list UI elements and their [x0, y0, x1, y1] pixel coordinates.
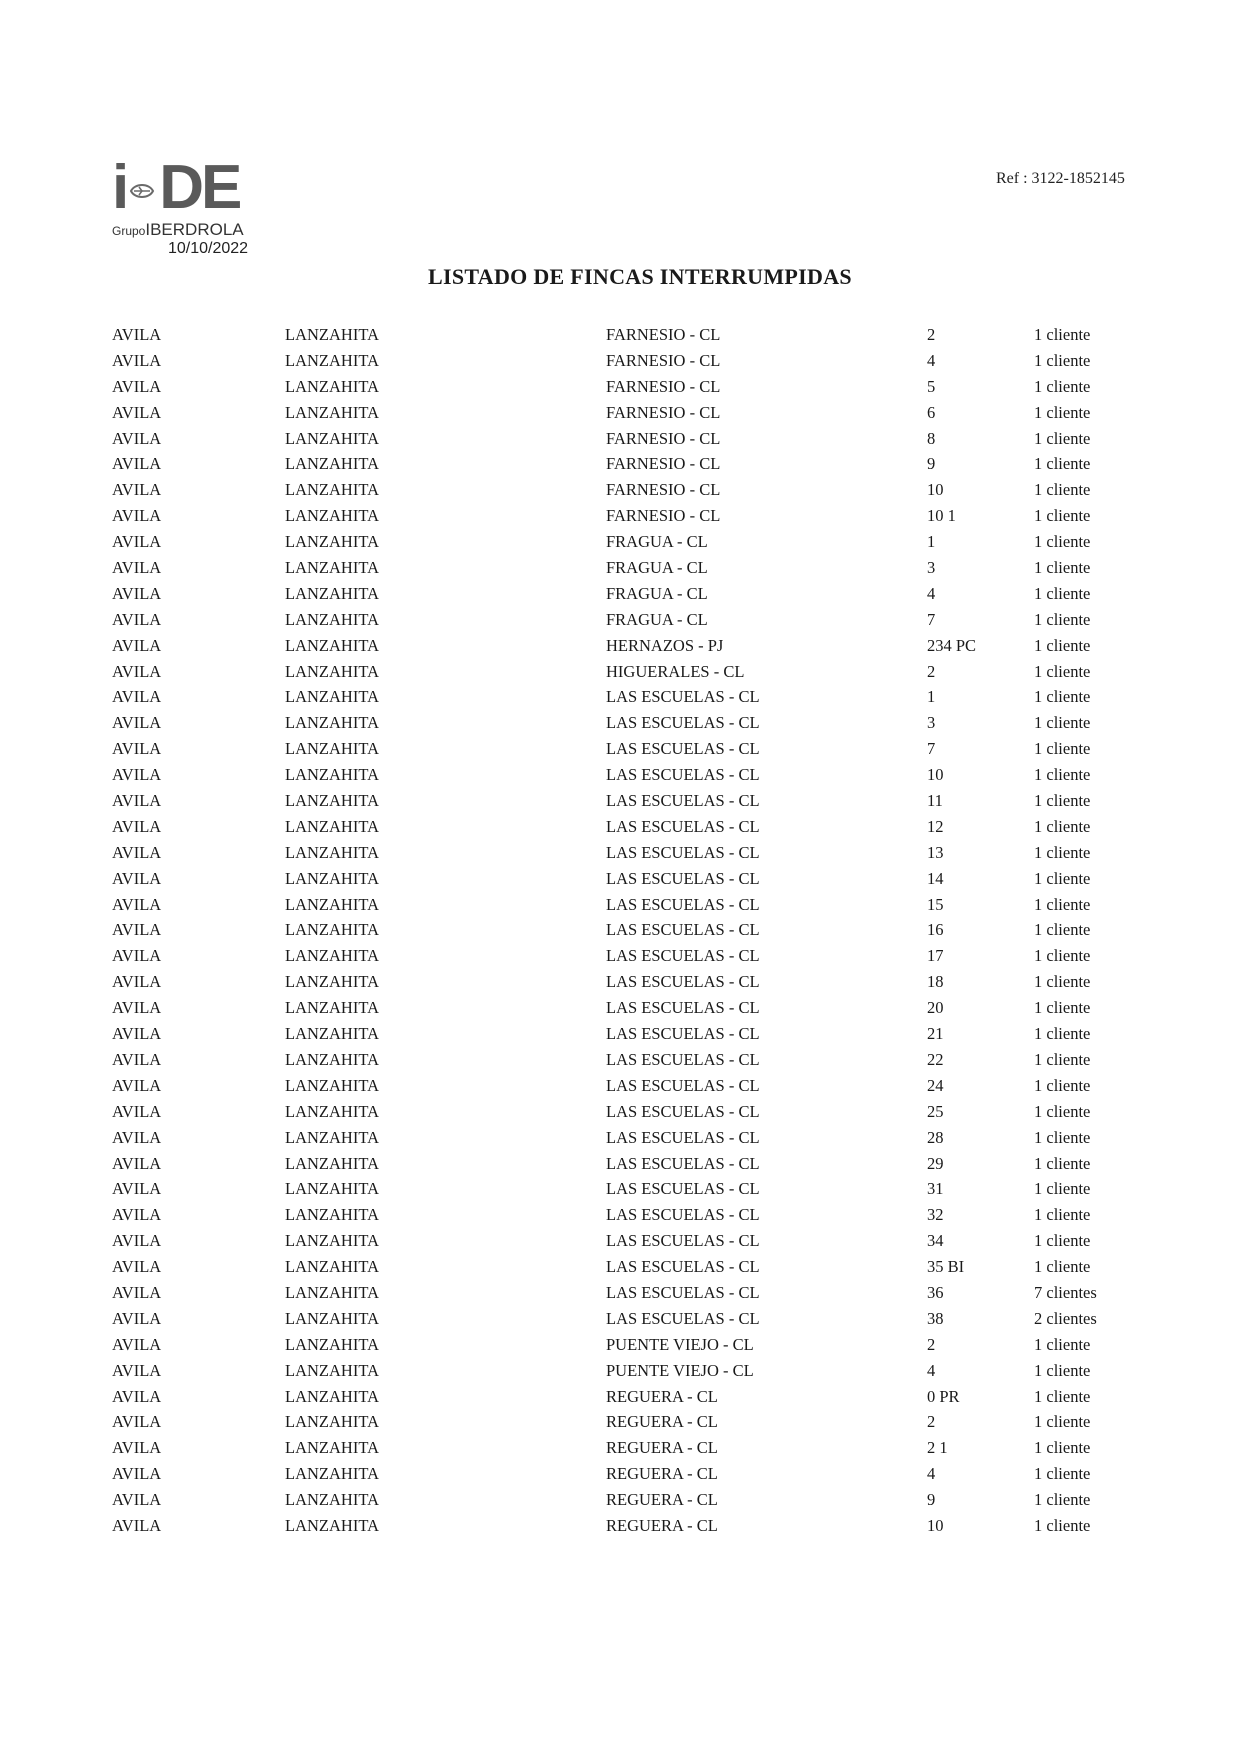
provincia-cell: AVILA [112, 998, 162, 1018]
municipio-cell: LANZAHITA [285, 713, 379, 733]
numero-cell: 3 [927, 713, 936, 733]
via-cell: LAS ESCUELAS - CL [606, 946, 760, 966]
page-title: LISTADO DE FINCAS INTERRUMPIDAS [428, 264, 852, 289]
via-cell: LAS ESCUELAS - CL [606, 1282, 760, 1302]
list-item [0, 529, 1240, 555]
numero-cell: 10 1 [927, 506, 956, 526]
numero-cell: 10 [927, 480, 944, 500]
municipio-cell: LANZAHITA [285, 1153, 379, 1173]
clientes-cell: 1 cliente [1034, 1360, 1091, 1380]
provincia-cell: AVILA [112, 842, 162, 862]
list-item [0, 736, 1240, 762]
provincia-cell: AVILA [112, 687, 162, 707]
provincia-cell: AVILA [112, 558, 162, 578]
provincia-cell: AVILA [112, 1360, 162, 1380]
provincia-cell: AVILA [112, 1127, 162, 1147]
municipio-cell: LANZAHITA [285, 609, 379, 629]
provincia-cell: AVILA [112, 1179, 162, 1199]
list-item [0, 762, 1240, 788]
list-item [0, 788, 1240, 814]
municipio-cell: LANZAHITA [285, 868, 379, 888]
list-item [0, 374, 1240, 400]
via-cell: FARNESIO - CL [606, 506, 721, 526]
via-cell: LAS ESCUELAS - CL [606, 998, 760, 1018]
via-cell: LAS ESCUELAS - CL [606, 765, 760, 785]
list-item [0, 917, 1240, 943]
municipio-cell: LANZAHITA [285, 1412, 379, 1432]
clientes-cell: 1 cliente [1034, 894, 1091, 914]
municipio-cell: LANZAHITA [285, 428, 379, 448]
document-date: 10/10/2022 [168, 240, 249, 257]
clientes-cell: 1 cliente [1034, 920, 1091, 940]
via-cell: FARNESIO - CL [606, 428, 721, 448]
via-cell: LAS ESCUELAS - CL [606, 1075, 760, 1095]
municipio-cell: LANZAHITA [285, 816, 379, 836]
list-item [0, 969, 1240, 995]
provincia-cell: AVILA [112, 1282, 162, 1302]
numero-cell: 234 PC [927, 635, 977, 655]
clientes-cell: 1 cliente [1034, 1464, 1091, 1484]
clientes-cell: 1 cliente [1034, 1257, 1091, 1277]
provincia-cell: AVILA [112, 609, 162, 629]
numero-cell: 15 [927, 894, 944, 914]
list-item [0, 1461, 1240, 1487]
municipio-cell: LANZAHITA [285, 1282, 379, 1302]
via-cell: LAS ESCUELAS - CL [606, 687, 760, 707]
clientes-cell: 1 cliente [1034, 868, 1091, 888]
numero-cell: 17 [927, 946, 944, 966]
via-cell: LAS ESCUELAS - CL [606, 1153, 760, 1173]
provincia-cell: AVILA [112, 946, 162, 966]
clientes-cell: 1 cliente [1034, 1515, 1091, 1535]
clientes-cell: 1 cliente [1034, 1179, 1091, 1199]
provincia-cell: AVILA [112, 1308, 162, 1328]
logo-subtitle [112, 220, 252, 240]
numero-cell: 2 [927, 661, 936, 681]
municipio-cell: LANZAHITA [285, 1075, 379, 1095]
clientes-cell: 1 cliente [1034, 998, 1091, 1018]
list-item [0, 1513, 1240, 1539]
clientes-cell: 1 cliente [1034, 1127, 1091, 1147]
municipio-cell: LANZAHITA [285, 1024, 379, 1044]
provincia-cell: AVILA [112, 1075, 162, 1095]
via-cell: FARNESIO - CL [606, 376, 721, 396]
list-item [0, 684, 1240, 710]
fincas-list [0, 322, 1240, 1539]
list-item [0, 1409, 1240, 1435]
municipio-cell: LANZAHITA [285, 1101, 379, 1121]
clientes-cell: 1 cliente [1034, 376, 1091, 396]
via-cell: FRAGUA - CL [606, 583, 708, 603]
numero-cell: 29 [927, 1153, 944, 1173]
numero-cell: 0 PR [927, 1386, 960, 1406]
logo-letters-de: DE [159, 153, 240, 222]
municipio-cell: LANZAHITA [285, 558, 379, 578]
list-item [0, 400, 1240, 426]
provincia-cell: AVILA [112, 325, 162, 344]
provincia-cell: AVILA [112, 583, 162, 603]
municipio-cell: LANZAHITA [285, 532, 379, 552]
list-item [0, 1073, 1240, 1099]
via-cell: LAS ESCUELAS - CL [606, 1257, 760, 1277]
provincia-cell: AVILA [112, 791, 162, 811]
logo-mark [112, 153, 252, 222]
municipio-cell: LANZAHITA [285, 842, 379, 862]
municipio-cell: LANZAHITA [285, 1127, 379, 1147]
municipio-cell: LANZAHITA [285, 350, 379, 370]
numero-cell: 28 [927, 1127, 944, 1147]
provincia-cell: AVILA [112, 428, 162, 448]
clientes-cell: 1 cliente [1034, 1049, 1091, 1069]
via-cell: HERNAZOS - PJ [606, 635, 724, 655]
via-cell: LAS ESCUELAS - CL [606, 1049, 760, 1069]
list-item [0, 840, 1240, 866]
clientes-cell: 1 cliente [1034, 713, 1091, 733]
numero-cell: 8 [927, 428, 936, 448]
provincia-cell: AVILA [112, 402, 162, 422]
via-cell: LAS ESCUELAS - CL [606, 1231, 760, 1251]
municipio-cell: LANZAHITA [285, 1308, 379, 1328]
municipio-cell: LANZAHITA [285, 635, 379, 655]
via-cell: FARNESIO - CL [606, 402, 721, 422]
via-cell: FARNESIO - CL [606, 325, 721, 344]
via-cell: FARNESIO - CL [606, 350, 721, 370]
via-cell: REGUERA - CL [606, 1490, 718, 1510]
clientes-cell: 1 cliente [1034, 1075, 1091, 1095]
list-item [0, 607, 1240, 633]
via-cell: REGUERA - CL [606, 1464, 718, 1484]
list-item [0, 503, 1240, 529]
list-item [0, 1384, 1240, 1410]
list-item [0, 995, 1240, 1021]
provincia-cell: AVILA [112, 661, 162, 681]
numero-cell: 35 BI [927, 1257, 965, 1277]
provincia-cell: AVILA [112, 1334, 162, 1354]
numero-cell: 10 [927, 1515, 944, 1535]
numero-cell: 2 [927, 1334, 936, 1354]
via-cell: LAS ESCUELAS - CL [606, 1127, 760, 1147]
clientes-cell: 1 cliente [1034, 1231, 1091, 1251]
list-item [0, 1047, 1240, 1073]
numero-cell: 14 [927, 868, 944, 888]
clientes-cell: 1 cliente [1034, 402, 1091, 422]
list-item [0, 477, 1240, 503]
numero-cell: 32 [927, 1205, 944, 1225]
via-cell: REGUERA - CL [606, 1386, 718, 1406]
provincia-cell: AVILA [112, 1490, 162, 1510]
numero-cell: 9 [927, 454, 936, 474]
list-item [0, 1487, 1240, 1513]
list-item [0, 348, 1240, 374]
via-cell: LAS ESCUELAS - CL [606, 713, 760, 733]
via-cell: FRAGUA - CL [606, 609, 708, 629]
list-item [0, 1358, 1240, 1384]
provincia-cell: AVILA [112, 1024, 162, 1044]
municipio-cell: LANZAHITA [285, 739, 379, 759]
municipio-cell: LANZAHITA [285, 1515, 379, 1535]
clientes-cell: 1 cliente [1034, 661, 1091, 681]
clientes-cell: 1 cliente [1034, 816, 1091, 836]
numero-cell: 11 [927, 791, 943, 811]
numero-cell: 2 [927, 325, 936, 344]
list-item [0, 581, 1240, 607]
list-item [0, 659, 1240, 685]
municipio-cell: LANZAHITA [285, 454, 379, 474]
provincia-cell: AVILA [112, 1205, 162, 1225]
municipio-cell: LANZAHITA [285, 661, 379, 681]
municipio-cell: LANZAHITA [285, 1438, 379, 1458]
provincia-cell: AVILA [112, 894, 162, 914]
list-item [0, 1435, 1240, 1461]
reference-number: Ref : 3122-1852145 [996, 170, 1125, 187]
clientes-cell: 1 cliente [1034, 1024, 1091, 1044]
list-item [0, 1099, 1240, 1125]
numero-cell: 2 1 [927, 1438, 948, 1458]
via-cell: FARNESIO - CL [606, 454, 721, 474]
numero-cell: 5 [927, 376, 936, 396]
municipio-cell: LANZAHITA [285, 402, 379, 422]
clientes-cell: 1 cliente [1034, 506, 1091, 526]
numero-cell: 12 [927, 816, 944, 836]
numero-cell: 20 [927, 998, 944, 1018]
clientes-cell: 2 clientes [1034, 1308, 1097, 1328]
provincia-cell: AVILA [112, 1101, 162, 1121]
list-item [0, 1254, 1240, 1280]
clientes-cell: 1 cliente [1034, 558, 1091, 578]
via-cell: PUENTE VIEJO - CL [606, 1360, 754, 1380]
numero-cell: 3 [927, 558, 936, 578]
municipio-cell: LANZAHITA [285, 1179, 379, 1199]
list-item [0, 1306, 1240, 1332]
municipio-cell: LANZAHITA [285, 1231, 379, 1251]
municipio-cell: LANZAHITA [285, 765, 379, 785]
numero-cell: 34 [927, 1231, 944, 1251]
numero-cell: 7 [927, 739, 936, 759]
via-cell: FRAGUA - CL [606, 558, 708, 578]
clientes-cell: 1 cliente [1034, 454, 1091, 474]
municipio-cell: LANZAHITA [285, 998, 379, 1018]
municipio-cell: LANZAHITA [285, 376, 379, 396]
list-item [0, 633, 1240, 659]
clientes-cell: 1 cliente [1034, 1412, 1091, 1432]
clientes-cell: 1 cliente [1034, 946, 1091, 966]
list-item [0, 892, 1240, 918]
list-item [0, 1332, 1240, 1358]
clientes-cell: 7 clientes [1034, 1282, 1097, 1302]
clientes-cell: 1 cliente [1034, 687, 1091, 707]
numero-cell: 38 [927, 1308, 944, 1328]
provincia-cell: AVILA [112, 920, 162, 940]
provincia-cell: AVILA [112, 713, 162, 733]
list-item [0, 1125, 1240, 1151]
via-cell: REGUERA - CL [606, 1412, 718, 1432]
logo-letter-i: i [112, 153, 128, 222]
clientes-cell: 1 cliente [1034, 765, 1091, 785]
list-item [0, 1202, 1240, 1228]
clientes-cell: 1 cliente [1034, 1490, 1091, 1510]
numero-cell: 16 [927, 920, 944, 940]
numero-cell: 4 [927, 1360, 936, 1380]
provincia-cell: AVILA [112, 1386, 162, 1406]
provincia-cell: AVILA [112, 635, 162, 655]
via-cell: LAS ESCUELAS - CL [606, 894, 760, 914]
municipio-cell: LANZAHITA [285, 325, 379, 344]
municipio-cell: LANZAHITA [285, 972, 379, 992]
numero-cell: 10 [927, 765, 944, 785]
via-cell: LAS ESCUELAS - CL [606, 1205, 760, 1225]
leaf-icon [129, 178, 155, 204]
via-cell: PUENTE VIEJO - CL [606, 1334, 754, 1354]
provincia-cell: AVILA [112, 972, 162, 992]
municipio-cell: LANZAHITA [285, 687, 379, 707]
municipio-cell: LANZAHITA [285, 1334, 379, 1354]
via-cell: LAS ESCUELAS - CL [606, 972, 760, 992]
company-logo [112, 153, 252, 240]
logo-grupo-text: Grupo [112, 224, 146, 238]
provincia-cell: AVILA [112, 1438, 162, 1458]
provincia-cell: AVILA [112, 1231, 162, 1251]
via-cell: LAS ESCUELAS - CL [606, 842, 760, 862]
numero-cell: 9 [927, 1490, 936, 1510]
numero-cell: 25 [927, 1101, 944, 1121]
clientes-cell: 1 cliente [1034, 1101, 1091, 1121]
provincia-cell: AVILA [112, 454, 162, 474]
provincia-cell: AVILA [112, 816, 162, 836]
list-item [0, 710, 1240, 736]
clientes-cell: 1 cliente [1034, 428, 1091, 448]
numero-cell: 2 [927, 1412, 936, 1432]
provincia-cell: AVILA [112, 1464, 162, 1484]
clientes-cell: 1 cliente [1034, 739, 1091, 759]
clientes-cell: 1 cliente [1034, 480, 1091, 500]
via-cell: FRAGUA - CL [606, 532, 708, 552]
list-item [0, 322, 1240, 348]
via-cell: LAS ESCUELAS - CL [606, 868, 760, 888]
municipio-cell: LANZAHITA [285, 1257, 379, 1277]
provincia-cell: AVILA [112, 376, 162, 396]
clientes-cell: 1 cliente [1034, 842, 1091, 862]
via-cell: FARNESIO - CL [606, 480, 721, 500]
clientes-cell: 1 cliente [1034, 325, 1091, 344]
clientes-cell: 1 cliente [1034, 532, 1091, 552]
clientes-cell: 1 cliente [1034, 1438, 1091, 1458]
via-cell: LAS ESCUELAS - CL [606, 791, 760, 811]
municipio-cell: LANZAHITA [285, 1205, 379, 1225]
municipio-cell: LANZAHITA [285, 1049, 379, 1069]
provincia-cell: AVILA [112, 1049, 162, 1069]
municipio-cell: LANZAHITA [285, 1360, 379, 1380]
municipio-cell: LANZAHITA [285, 1464, 379, 1484]
via-cell: LAS ESCUELAS - CL [606, 1024, 760, 1044]
logo-company-text: IBERDROLA [145, 220, 244, 239]
numero-cell: 7 [927, 609, 936, 629]
list-item [0, 866, 1240, 892]
list-item [0, 1228, 1240, 1254]
clientes-cell: 1 cliente [1034, 972, 1091, 992]
numero-cell: 31 [927, 1179, 944, 1199]
municipio-cell: LANZAHITA [285, 791, 379, 811]
municipio-cell: LANZAHITA [285, 946, 379, 966]
via-cell: LAS ESCUELAS - CL [606, 1308, 760, 1328]
provincia-cell: AVILA [112, 506, 162, 526]
via-cell: LAS ESCUELAS - CL [606, 739, 760, 759]
numero-cell: 1 [927, 532, 936, 552]
list-item [0, 1280, 1240, 1306]
provincia-cell: AVILA [112, 532, 162, 552]
municipio-cell: LANZAHITA [285, 1490, 379, 1510]
clientes-cell: 1 cliente [1034, 583, 1091, 603]
clientes-cell: 1 cliente [1034, 350, 1091, 370]
provincia-cell: AVILA [112, 739, 162, 759]
numero-cell: 6 [927, 402, 936, 422]
numero-cell: 1 [927, 687, 936, 707]
clientes-cell: 1 cliente [1034, 609, 1091, 629]
via-cell: LAS ESCUELAS - CL [606, 1179, 760, 1199]
via-cell: REGUERA - CL [606, 1438, 718, 1458]
provincia-cell: AVILA [112, 350, 162, 370]
clientes-cell: 1 cliente [1034, 1386, 1091, 1406]
numero-cell: 22 [927, 1049, 944, 1069]
list-item [0, 1176, 1240, 1202]
clientes-cell: 1 cliente [1034, 1205, 1091, 1225]
via-cell: HIGUERALES - CL [606, 661, 745, 681]
via-cell: REGUERA - CL [606, 1515, 718, 1535]
provincia-cell: AVILA [112, 480, 162, 500]
numero-cell: 36 [927, 1282, 944, 1302]
numero-cell: 4 [927, 1464, 936, 1484]
provincia-cell: AVILA [112, 1515, 162, 1535]
numero-cell: 24 [927, 1075, 944, 1095]
clientes-cell: 1 cliente [1034, 1334, 1091, 1354]
list-item [0, 555, 1240, 581]
municipio-cell: LANZAHITA [285, 894, 379, 914]
via-cell: LAS ESCUELAS - CL [606, 816, 760, 836]
provincia-cell: AVILA [112, 1412, 162, 1432]
provincia-cell: AVILA [112, 868, 162, 888]
clientes-cell: 1 cliente [1034, 791, 1091, 811]
clientes-cell: 1 cliente [1034, 635, 1091, 655]
numero-cell: 4 [927, 350, 936, 370]
municipio-cell: LANZAHITA [285, 920, 379, 940]
list-item [0, 943, 1240, 969]
numero-cell: 4 [927, 583, 936, 603]
provincia-cell: AVILA [112, 765, 162, 785]
numero-cell: 18 [927, 972, 944, 992]
clientes-cell: 1 cliente [1034, 1153, 1091, 1173]
list-item [0, 1021, 1240, 1047]
provincia-cell: AVILA [112, 1257, 162, 1277]
municipio-cell: LANZAHITA [285, 583, 379, 603]
via-cell: LAS ESCUELAS - CL [606, 920, 760, 940]
list-item [0, 814, 1240, 840]
municipio-cell: LANZAHITA [285, 506, 379, 526]
provincia-cell: AVILA [112, 1153, 162, 1173]
municipio-cell: LANZAHITA [285, 1386, 379, 1406]
list-item [0, 451, 1240, 477]
list-item [0, 1151, 1240, 1177]
municipio-cell: LANZAHITA [285, 480, 379, 500]
numero-cell: 21 [927, 1024, 944, 1044]
via-cell: LAS ESCUELAS - CL [606, 1101, 760, 1121]
numero-cell: 13 [927, 842, 944, 862]
list-item [0, 426, 1240, 452]
